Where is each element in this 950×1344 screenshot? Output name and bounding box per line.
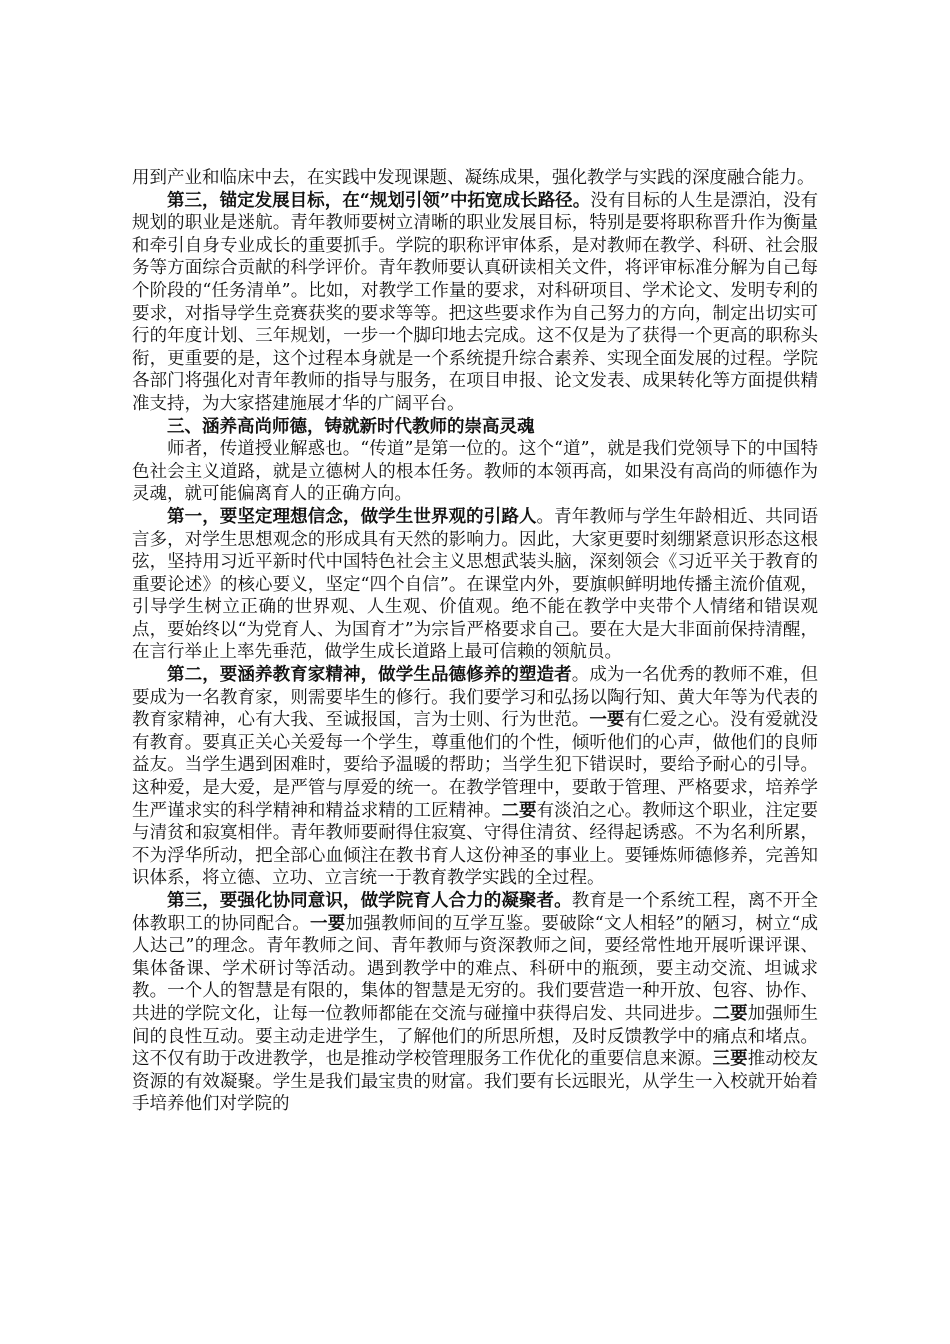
- paragraph-text: 有淡泊之心。教师这个职业，注定要与清贫和寂寞相伴。青年教师要耐得住寂寞、守得住清贫、经得起诱惑。不为名利所累，不为浮华所动，把全部心血倾注在教书育人这份神圣的事业上。要锤炼师德修养，完善知识体系，将立德、立功、立言统一于教育教学实践的全过程。: [132, 800, 819, 889]
- paragraph-lead-bold: 第二，要涵养教育家精神，做学生品德修养的塑造者: [167, 665, 572, 686]
- paragraph-text: 加强师生间的良性互动。要主动走进学生，了解他们的所思所想，及时反馈教学中的痛点和堵点。这不仅有助于改进教学，也是推动学校管理服务工作优化的重要信息来源。: [132, 1003, 819, 1070]
- paragraph-continuation: [132, 167, 818, 190]
- section-heading-text: 三、涵养高尚师德，铸就新时代教师的崇高灵魂: [167, 416, 535, 437]
- inline-bold: 二要: [712, 1003, 748, 1024]
- paragraph-text: 。成为一名优秀的教师不难，但要成为一名教育家，则需要毕生的修行。我们要学习和弘扬以陶行知、黄大年等为代表的教育家精神，心有大我、至诚报国，言为士则、行为世范。: [132, 665, 818, 731]
- inline-bold: 一要: [310, 913, 346, 934]
- paragraph-text: 教育是一个系统工程，离不开全体教职工的协同配合。: [132, 891, 818, 934]
- paragraph-second-educator: [132, 664, 818, 890]
- paragraph-text: 有仁爱之心。没有爱就没有教育。要真正关心关爱每一个学生，尊重他们的个性，倾听他们的心声，做他们的良师益友。当学生遇到困难时，要给予温暖的帮助；当学生犯下错误时，要给予耐心的引导。这种爱，是大爱，是严管与厚爱的统一。在教学管理中，要敢于管理、严格要求，培养学生严谨求实的科学精神和精益求精的工匠精神。: [132, 710, 819, 821]
- paragraph-text: 没有目标的人生是漂泊，没有规划的职业是迷航。青年教师要树立清晰的职业发展目标，特别是要将职称晋升作为衡量和牵引自身专业成长的重要抓手。学院的职称评审体系，是对教师在教学、科研、社会服务等方面综合贡献的科学评价。青年教师要认真研读相关文件，将评审标准分解为自己每个阶段的“任务清单”。比如，对教学工作量的要求，对科研项目、学术论文、发明专利的要求，对指导学生竞赛获奖的要求等等。把这些要求作为自己努力的方向，制定出切实可行的年度计划、三年规划，一步一个脚印地去完成。这不仅是为了获得一个更高的职称头衔，更重要的是，这个过程本身就是一个系统提升综合素养、实现全面发展的过程。学院各部门将强化对青年教师的指导与服务，在项目申报、论文发表、成果转化等方面提供精准支持，为大家搭建施展才华的广阔平台。: [132, 190, 818, 414]
- paragraph-text: 师者，传道授业解惑也。“传道”是第一位的。这个“道”，就是我们党领导下的中国特色社会主义道路，就是立德树人的根本任务。教师的本领再高，如果没有高尚的师德作为灵魂，就可能偏离育人的正确方向。: [132, 439, 818, 505]
- paragraph-third-collaboration: [132, 890, 818, 1116]
- paragraph-lead-bold: 第一，要坚定理想信念，做学生世界观的引路人: [167, 506, 537, 527]
- paragraph-text: 加强教师间的互学互鉴。要破除“文人相轻”的陋习，树立“成人达己”的理念。青年教师之间、青年教师与资深教师之间，要经常性地开展听课评课、集体备课、学术研讨等活动。遇到教学中的难点、科研中的瓶颈，要主动交流、坦诚求教。一个人的智慧是有限的，集体的智慧是无穷的。我们要营造一种开放、包容、协作、共进的学院文化，让每一位教师都能在交流与碰撞中获得启发、共同进步。: [132, 913, 819, 1024]
- inline-bold: 二要: [501, 800, 537, 821]
- inline-bold: 一要: [589, 710, 625, 731]
- paragraph-third-planning: [132, 190, 818, 416]
- section-heading: [132, 416, 818, 439]
- paragraph-lead-bold: 第三，要强化协同意识，做学院育人合力的凝聚者。: [167, 891, 572, 911]
- inline-bold: 三要: [712, 1049, 748, 1070]
- paragraph-text: 推动校友资源的有效凝聚。学生是我们最宝贵的财富。我们要有长远眼光，从学生一入校就开始着手培养他们对学院的: [132, 1049, 819, 1115]
- paragraph-first-ideals: [132, 506, 818, 664]
- document-page: [132, 167, 818, 1116]
- paragraph-intro-teacher: [132, 438, 818, 506]
- paragraph-text: 。青年教师与学生年龄相近、共同语言多，对学生思想观念的形成具有天然的影响力。因此，大家更要时刻绷紧意识形态这根弦，坚持用习近平新时代中国特色社会主义思想武装头脑，深刻领会《习近平关于教育的重要论述》的核心要义，坚定“四个自信”。在课堂内外，要旗帜鲜明地传播主流价值观，引导学生树立正确的世界观、人生观、价值观。绝不能在教学中夹带个人情绪和错误观点，要始终以“为党育人、为国育才”为宗旨严格要求自己。要在大是大非面前保持清醒，在言行举止上率先垂范，做学生成长道路上最可信赖的领航员。: [132, 506, 819, 663]
- paragraph-lead-bold: 第三，锚定发展目标，在“规划引领”中拓宽成长路径。: [167, 190, 591, 211]
- paragraph-text: 用到产业和临床中去，在实践中发现课题、凝练成果，强化教学与实践的深度融合能力。: [132, 168, 815, 188]
